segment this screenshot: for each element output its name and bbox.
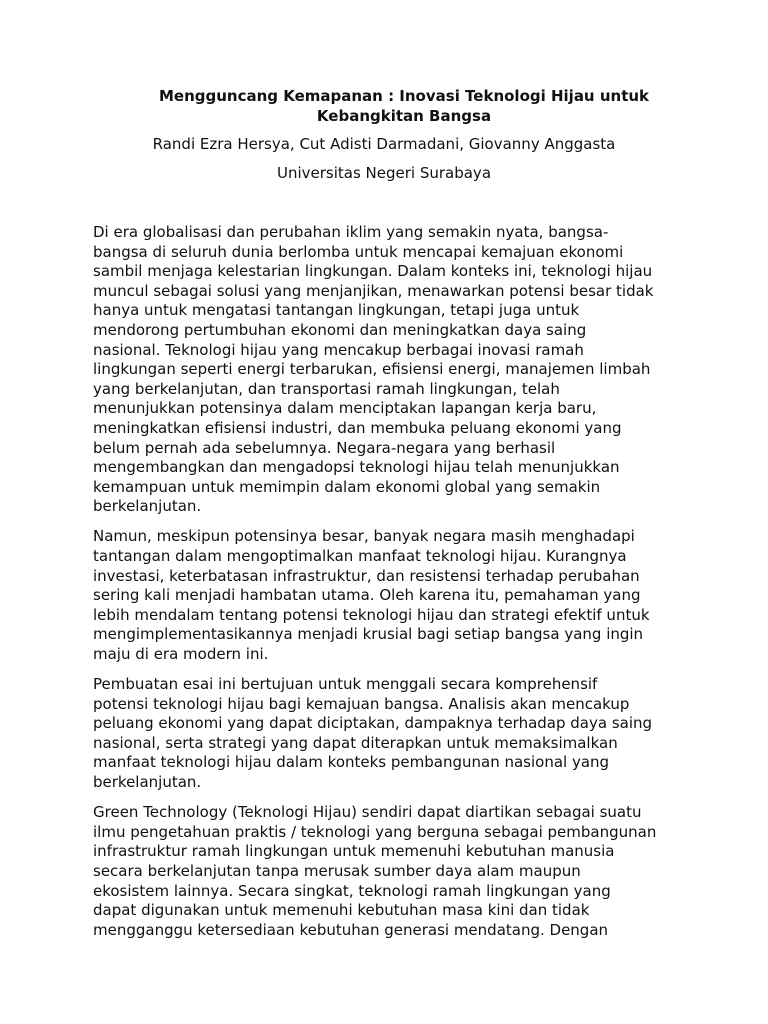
- paragraph-line: infrastruktur ramah lingkungan untuk memenuhi kebutuhan manusia: [93, 842, 615, 861]
- paragraph-line: menunjukkan potensinya dalam menciptakan lapangan kerja baru,: [93, 399, 597, 418]
- paragraph-line: mengembangkan dan mengadopsi teknologi hijau telah menunjukkan: [93, 458, 620, 477]
- paragraph-line: mengganggu ketersediaan kebutuhan generasi mendatang. Dengan: [93, 920, 609, 939]
- paragraph: [93, 803, 678, 940]
- paragraph: [93, 223, 678, 517]
- paragraph-line: berkelanjutan.: [93, 773, 202, 792]
- paragraph-line: mengimplementasikannya menjadi krusial bagi setiap bangsa yang ingin: [93, 625, 644, 644]
- paragraph-line: maju di era modern ini.: [93, 644, 269, 663]
- paragraph-line: meningkatkan efisiensi industri, dan membuka peluang ekonomi yang: [93, 418, 622, 437]
- affiliation: Universitas Negeri Surabaya: [276, 164, 492, 182]
- paragraph-line: lingkungan seperti energi terbarukan, efisiensi energi, manajemen limbah: [93, 360, 651, 379]
- paragraph-line: sering kali menjadi hambatan utama. Oleh karena itu, pemahaman yang: [93, 586, 641, 605]
- title-line: Kebangkitan Bangsa: [316, 106, 492, 125]
- paragraph-line: manfaat teknologi hijau dalam konteks pembangunan nasional yang: [93, 753, 610, 772]
- paragraph-line: peluang ekonomi yang dapat diciptakan, dampaknya terhadap daya saing: [93, 714, 653, 733]
- paragraph-line: Di era globalisasi dan perubahan iklim yang semakin nyata, bangsa-: [93, 223, 609, 241]
- paragraph-line: sambil menjaga kelestarian lingkungan. Dalam konteks ini, teknologi hijau: [93, 262, 653, 281]
- paragraph-line: yang berkelanjutan, dan transportasi ramah lingkungan, telah: [93, 379, 560, 398]
- paragraph-line: hanya untuk mengatasi tantangan lingkungan, tetapi juga untuk: [93, 301, 580, 320]
- paragraph-line: lebih mendalam tentang potensi teknologi hijau dan strategi efektif untuk: [93, 605, 650, 624]
- document-body: [93, 223, 678, 951]
- paragraph-line: Green Technology (Teknologi Hijau) sendiri dapat diartikan sebagai suatu: [93, 803, 642, 822]
- paragraph: [93, 675, 678, 793]
- document-title: [93, 87, 715, 126]
- author-list: Randi Ezra Hersya, Cut Adisti Darmadani, Giovanny Anggasta: [152, 135, 616, 153]
- paragraph-line: tantangan dalam mengoptimalkan manfaat teknologi hijau. Kurangnya: [93, 547, 627, 565]
- paragraph-line: nasional. Teknologi hijau yang mencakup berbagai inovasi ramah: [93, 340, 584, 359]
- paragraph-line: secara berkelanjutan tanpa merusak sumber daya alam maupun: [93, 861, 581, 880]
- paragraph-line: ekosistem lainnya. Secara singkat, teknologi ramah lingkungan yang: [93, 881, 611, 900]
- paragraph-line: berkelanjutan.: [93, 497, 202, 516]
- paragraph-line: muncul sebagai solusi yang menjanjikan, menawarkan potensi besar tidak: [93, 281, 654, 300]
- paragraph-line: potensi teknologi hijau bagi kemajuan bangsa. Analisis akan mencakup: [93, 694, 630, 713]
- paragraph-line: ilmu pengetahuan praktis / teknologi yang berguna sebagai pembangunan: [93, 822, 657, 841]
- paragraph-line: nasional, serta strategi yang dapat diterapkan untuk memaksimalkan: [93, 733, 618, 752]
- paragraph-line: belum pernah ada sebelumnya. Negara-negara yang berhasil: [93, 438, 556, 457]
- paragraph-line: kemampuan untuk memimpin dalam ekonomi global yang semakin: [93, 477, 601, 496]
- paragraph-line: bangsa di seluruh dunia berlomba untuk mencapai kemajuan ekonomi: [93, 242, 624, 261]
- paragraph-line: Pembuatan esai ini bertujuan untuk menggali secara komprehensif: [93, 675, 598, 694]
- paragraph-line: mendorong pertumbuhan ekonomi dan meningkatkan daya saing: [93, 320, 587, 339]
- paragraph-line: dapat digunakan untuk memenuhi kebutuhan masa kini dan tidak: [93, 901, 590, 920]
- paragraph-line: investasi, keterbatasan infrastruktur, dan resistensi terhadap perubahan: [93, 566, 640, 585]
- paragraph-line: Namun, meskipun potensinya besar, banyak negara masih menghadapi: [93, 527, 635, 546]
- title-line: Mengguncang Kemapanan : Inovasi Teknologi Hijau untuk: [158, 87, 650, 105]
- paragraph: [93, 527, 678, 664]
